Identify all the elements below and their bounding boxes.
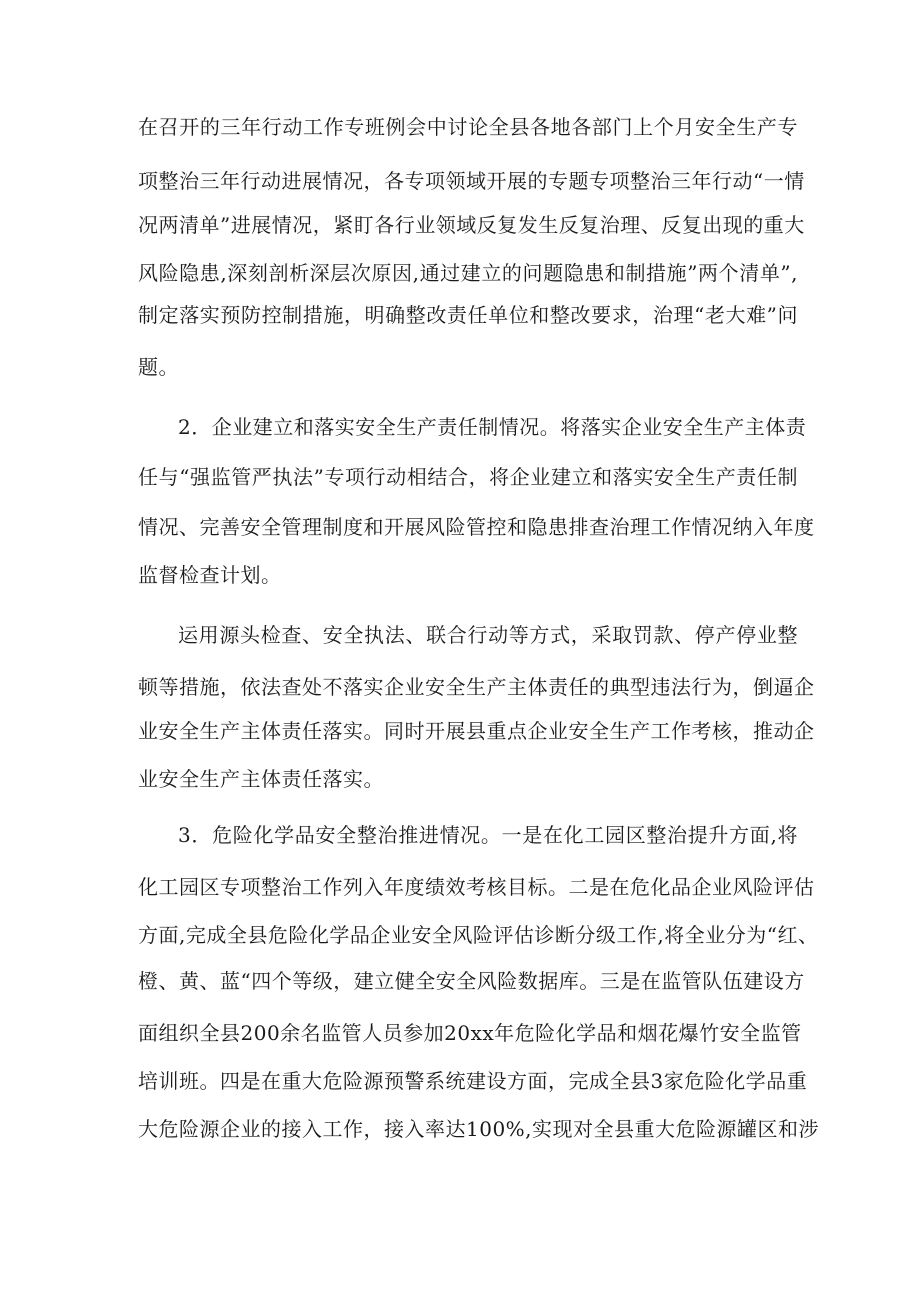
paragraph-4-line-2: 化工园区专项整治工作列入年度绩效考核目标。二是在危化品企业风险评估 — [138, 875, 815, 899]
paragraph-1-line-1: 在召开的三年行动工作专班例会中讨论全县各地各部门上个月安全生产专 — [138, 115, 798, 139]
paragraph-2-line-3: 情况、完善安全管理制度和开展风险管控和隐患排查治理工作情况纳入年度 — [138, 515, 815, 539]
paragraph-1-line-3: 况两清单”进展情况，紧盯各行业领域反复发生反复治理、反复出现的重大 — [138, 213, 805, 237]
paragraph-4-line-3: 方面,完成全县危险化学品企业安全风险评估诊断分级工作,将全业分为“红、 — [138, 923, 819, 947]
paragraph-3-line-2: 顿等措施，依法查处不落实企业安全生产主体责任的典型违法行为，倒逼企 — [138, 675, 815, 699]
paragraph-4-line-5: 面组织全县200余名监管人员参加20xx年危险化学品和烟花爆竹安全监管 — [138, 1021, 802, 1045]
paragraph-4-line-6: 培训班。四是在重大危险源预警系统建设方面，完成全县3家危险化学品重 — [138, 1069, 808, 1093]
paragraph-4-line-1: 3．危险化学品安全整治推进情况。一是在化工园区整治提升方面,将 — [178, 823, 798, 847]
paragraph-1-line-6: 题。 — [138, 355, 179, 379]
paragraph-4-line-4: 橙、黄、蓝“四个等级，建立健全安全风险数据库。三是在监管队伍建设方 — [138, 969, 805, 993]
paragraph-2-line-1: 2．企业建立和落实安全生产责任制情况。将落实企业安全生产主体责 — [178, 415, 807, 439]
paragraph-2-line-2: 任与“强监管严执法”专项行动相结合，将企业建立和落实安全生产责任制 — [138, 465, 798, 489]
paragraph-3-line-4: 业安全生产主体责任落实。 — [138, 767, 384, 791]
paragraph-1-line-4: 风险隐患,深刻剖析深层次原因,通过建立的问题隐患和制措施”两个清单”, — [138, 261, 798, 285]
paragraph-3-line-3: 业安全生产主体责任落实。同时开展县重点企业安全生产工作考核，推动企 — [138, 719, 815, 743]
paragraph-3-line-1: 运用源头检查、安全执法、联合行动等方式，采取罚款、停产停业整 — [178, 623, 798, 647]
paragraph-4-line-7: 大危险源企业的接入工作，接入率达100%,实现对全县重大危险源罐区和涉 — [138, 1117, 820, 1141]
paragraph-1-line-5: 制定落实预防控制措施，明确整改责任单位和整改要求，治理“老大难”问 — [138, 303, 798, 327]
paragraph-2-line-4: 监督检查计划。 — [138, 563, 282, 587]
paragraph-1-line-2: 项整治三年行动进展情况，各专项领域开展的专题专项整治三年行动“一情 — [138, 169, 805, 193]
